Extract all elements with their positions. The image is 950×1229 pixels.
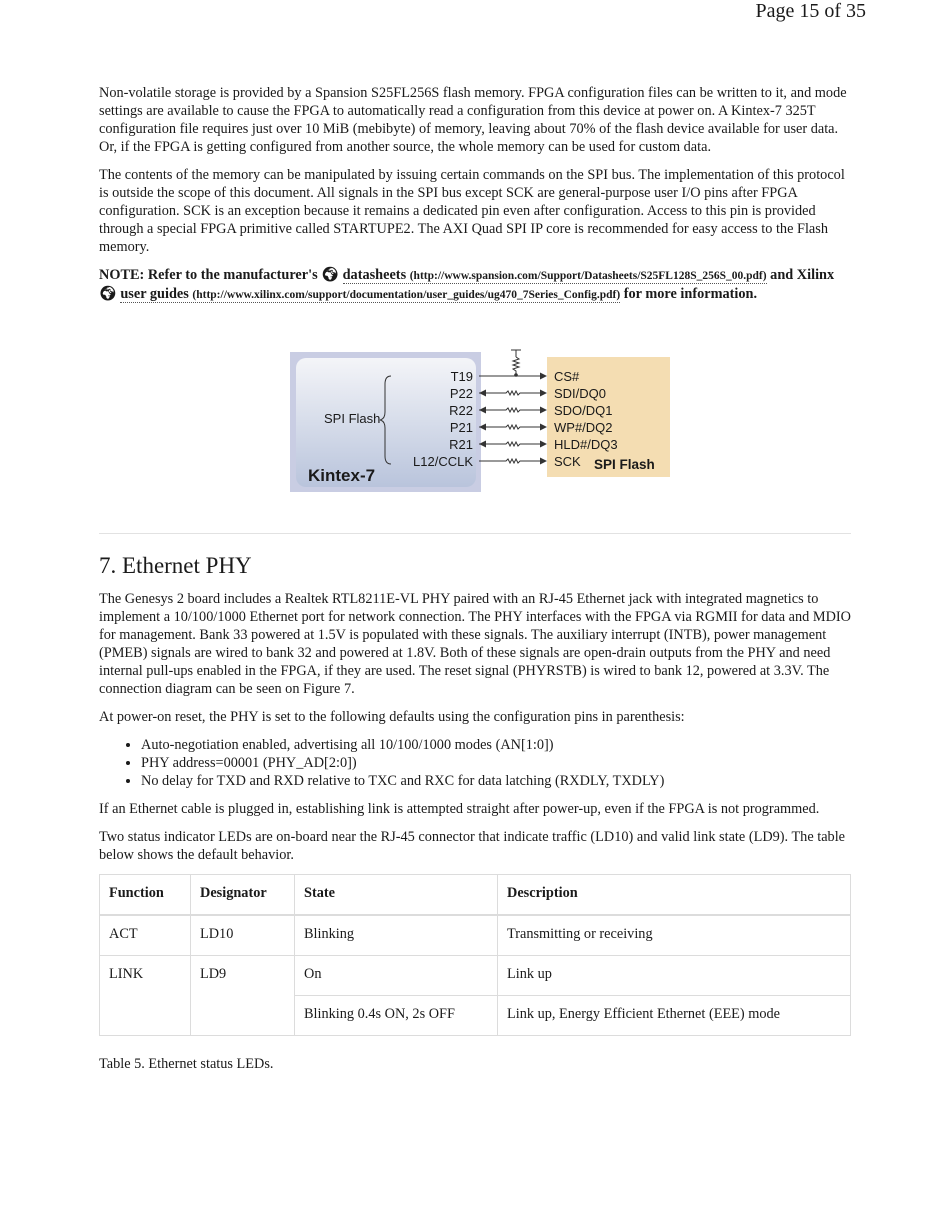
table-row <box>100 956 851 996</box>
table-header-cell: State <box>295 875 498 916</box>
pin-label: T19 <box>450 369 473 384</box>
note-paragraph <box>99 266 851 304</box>
spi-flash-diagram <box>99 328 851 513</box>
globe-icon: 🌍︎ <box>321 268 340 283</box>
table-header-row <box>100 875 851 916</box>
spi-flash-figure <box>99 328 851 513</box>
datasheets-link[interactable] <box>343 267 767 284</box>
signal-line <box>479 459 542 463</box>
paragraph-spi-bus: The contents of the memory can be manipulated by issuing certain commands on the SPI bus. The implementation of this protocol is outside the scope of this document. All signals in the SPI bus except SCK are general-purpose user I/O pins after FPGA configuration. SCK is an exception because it remains a dedicated pin even after configuration. Access to this pin is provided through a special FPGA primitive called STARTUPE2. The AXI Quad SPI IP core is recommended for easy access to the Flash memory. <box>99 167 845 255</box>
spi-bus-label: SPI Flash <box>324 411 381 426</box>
signal-line <box>479 425 542 429</box>
note-suffix: for more information. <box>620 286 758 302</box>
pin-label: P22 <box>449 386 473 401</box>
globe-icon: 🌍︎ <box>99 287 117 302</box>
list-item: • PHY address=00001 (PHY_AD[2:0]) <box>141 754 851 772</box>
fpga-label: Kintex-7 <box>308 466 376 485</box>
user-guides-link[interactable] <box>120 286 620 303</box>
pullup-resistor <box>513 357 519 375</box>
signal-line <box>479 408 542 412</box>
table-cell: On <box>295 956 498 996</box>
arrow-right-icon <box>540 407 547 414</box>
table-header-cell: Designator <box>191 875 295 916</box>
table-cell: LD10 <box>191 915 295 956</box>
page-content <box>99 84 851 1073</box>
signal-label: WP#/DQ2 <box>554 420 613 435</box>
paragraph-ethernet-intro: The Genesys 2 board includes a Realtek RTL8211E-VL PHY paired with an RJ-45 Ethernet jack with integrated magnetics to implement a 10/100/1000 Ethernet port for network connection. The PHY interfaces with the FPGA via RGMII for data and MDIO for management. Bank 33 powered at 1.5V is populated with these signals. The auxiliary interrupt (INTB), power management (PMEB) signals are wired to bank 32 and powered at 1.8V. Both of these signals are open-drain outputs from the PHY and need internal pull-ups enabled in the FPGA, if they are used. The reset signal (PHYRSTB) is wired to bank 12, powered at 3.3V. The connection diagram can be seen on Figure 7. <box>99 591 852 697</box>
pin-label: R21 <box>449 437 473 452</box>
defaults-list <box>99 736 851 790</box>
page-number: Page 15 of 35 <box>755 0 866 22</box>
arrow-right-icon <box>540 390 547 397</box>
pin-label: R22 <box>449 403 473 418</box>
arrow-right-icon <box>540 441 547 448</box>
pin-label: L12/CCLK <box>413 454 473 469</box>
paragraph-status-leds: Two status indicator LEDs are on-board near the RJ-45 connector that indicate traffic (LD10) and valid link state (LD9). The table below shows the default behavior. <box>99 829 846 863</box>
table-cell: Link up <box>498 956 851 996</box>
table-cell: LINK <box>100 956 191 1036</box>
signal-label: SDI/DQ0 <box>554 386 607 401</box>
arrow-right-icon <box>540 373 547 380</box>
table-header-cell: Description <box>498 875 851 916</box>
arrow-right-icon <box>540 424 547 431</box>
table-cell: Link up, Energy Efficient Ethernet (EEE) mode <box>498 996 851 1036</box>
note-prefix: NOTE: Refer to the manufacturer's <box>99 267 322 283</box>
signal-line <box>479 442 542 446</box>
signal-line <box>479 391 542 395</box>
pin-label: P21 <box>449 420 473 435</box>
user-guides-link-url[interactable]: (http://www.xilinx.com/support/documentation/user_guides/ug470_7Series_Config.pdf) <box>192 289 621 301</box>
signal-lines <box>479 373 547 465</box>
table-header-cell: Function <box>100 875 191 916</box>
note-middle: and Xilinx <box>766 267 835 283</box>
list-item: • Auto-negotiation enabled, advertising all 10/100/1000 modes (AN[1:0]) <box>141 736 851 754</box>
paragraph-link-attempt: If an Ethernet cable is plugged in, establishing link is attempted straight after power-up, even if the FPGA is not programmed. <box>99 801 820 817</box>
user-guides-link-text[interactable]: user guides <box>120 286 189 302</box>
section-divider <box>99 533 851 534</box>
arrow-right-icon <box>540 458 547 465</box>
table-cell: Blinking 0.4s ON, 2s OFF <box>295 996 498 1036</box>
signal-label: CS# <box>554 369 580 384</box>
signal-label: SDO/DQ1 <box>554 403 613 418</box>
paragraph-power-on-defaults: At power-on reset, the PHY is set to the following defaults using the configuration pins in parenthesis: <box>99 709 685 725</box>
signal-label: HLD#/DQ3 <box>554 437 618 452</box>
status-led-table <box>99 874 851 1036</box>
flash-label: SPI Flash <box>594 457 655 472</box>
paragraph-flash-intro: Non-volatile storage is provided by a Spansion S25FL256S flash memory. FPGA configuration files can be written to it, and mode settings are available to cause the FPGA to automatically read a configuration from this device at power on. A Kintex-7 325T configuration file requires just over 10 MiB (mebibyte) of memory, leaving about 70% of the flash device available for user data. Or, if the FPGA is getting configured from another source, the whole memory can be used for custom data. <box>99 85 847 155</box>
datasheets-link-url[interactable]: (http://www.spansion.com/Support/Datasheets/S25FL128S_256S_00.pdf) <box>409 270 767 282</box>
table-cell: Blinking <box>295 915 498 956</box>
list-item: • No delay for TXD and RXD relative to TXC and RXC for data latching (RXDLY, TXDLY) <box>141 772 851 790</box>
signal-label: SCK <box>554 454 581 469</box>
table-cell: LD9 <box>191 956 295 1036</box>
datasheets-link-text[interactable]: datasheets <box>342 267 407 283</box>
table-row <box>100 915 851 956</box>
section-heading: 7. Ethernet PHY <box>99 553 252 578</box>
table-caption: Table 5. Ethernet status LEDs. <box>99 1056 274 1072</box>
table-cell: ACT <box>100 915 191 956</box>
table-cell: Transmitting or receiving <box>498 915 851 956</box>
